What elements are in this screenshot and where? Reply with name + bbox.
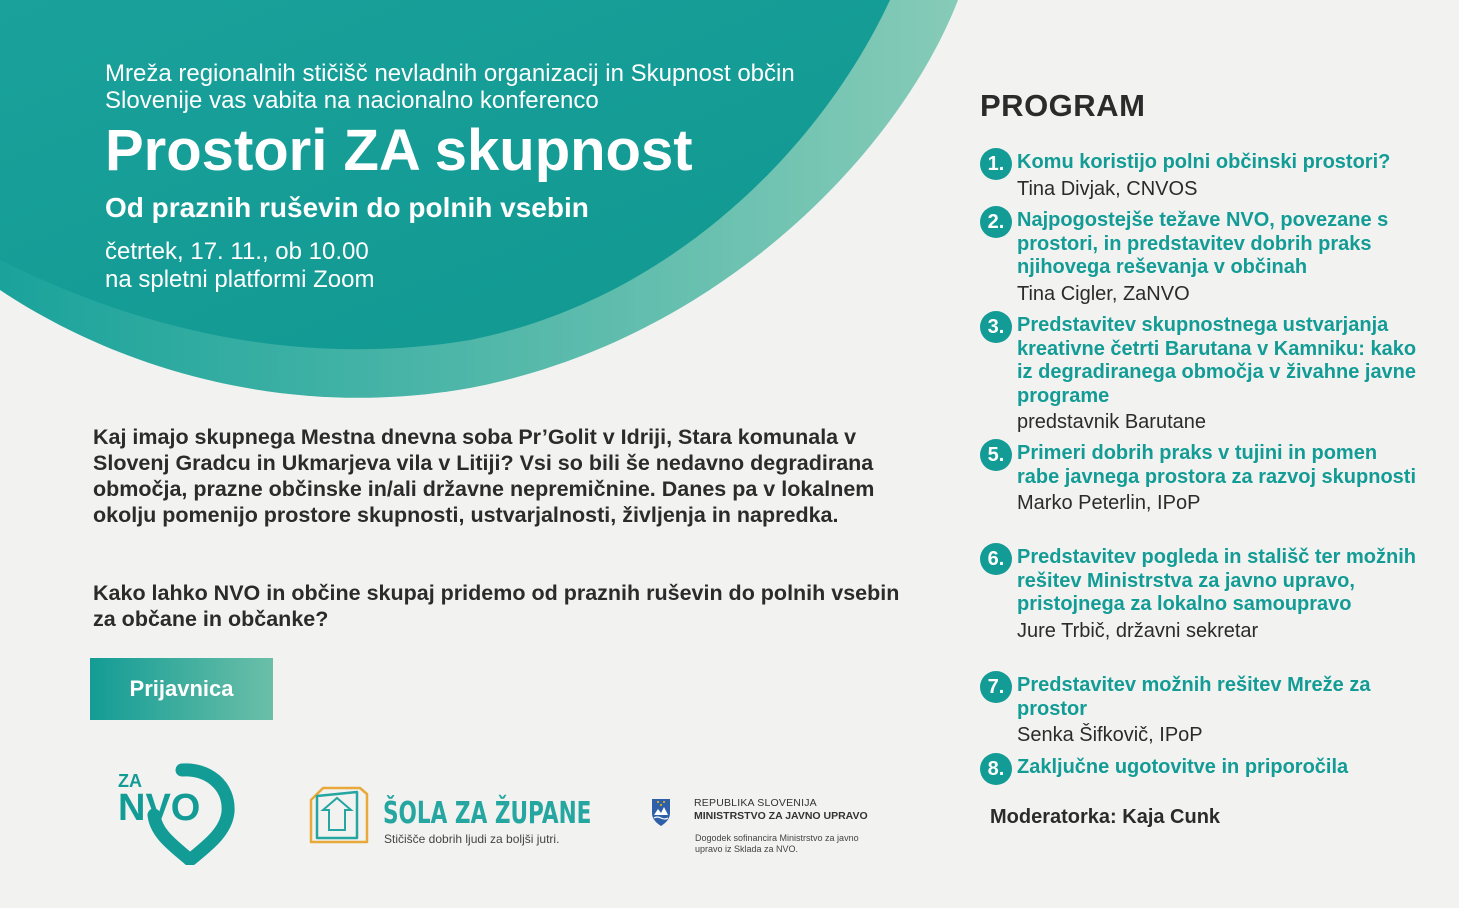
- conference-subtitle: Od praznih ruševin do polnih vsebin: [105, 192, 589, 223]
- item-number: 5.: [980, 439, 1012, 471]
- item-title: Predstavitev skupnostnega ustvarjanja kreativne četrti Barutana v Kamniku: kako iz degradiranega območja v živahne javne programe: [1017, 314, 1417, 407]
- conference-title: Prostori ZA skupnost: [105, 118, 693, 183]
- sola-za-zupane-name: ŠOLA ZA ŽUPANE: [383, 796, 592, 831]
- program-item: [980, 148, 1420, 201]
- program-item: [980, 311, 1420, 434]
- sola-za-zupane-tagline: Stičišče dobrih ljudi za boljši jutri.: [384, 832, 560, 846]
- program-heading: PROGRAM: [980, 88, 1146, 123]
- event-date: četrtek, 17. 11., ob 10.00: [105, 238, 369, 265]
- item-title: Predstavitev možnih rešitev Mreže za prostor: [1017, 674, 1371, 720]
- program-item: [980, 543, 1420, 643]
- zanvo-logo-big: NVO: [118, 787, 201, 829]
- item-number: 8.: [980, 753, 1012, 785]
- item-speaker: Marko Peterlin, IPoP: [1017, 492, 1201, 514]
- invitation-intro: Mreža regionalnih stičišč nevladnih organizacij in Skupnost občin Slovenije vas vabita na nacionalno konferenco: [105, 60, 795, 114]
- program-item: [980, 206, 1420, 306]
- item-number: 2.: [980, 206, 1012, 238]
- moderator: Moderatorka: Kaja Cunk: [990, 806, 1221, 828]
- item-speaker: Senka Šifkovič, IPoP: [1017, 724, 1203, 746]
- program-item: [980, 671, 1420, 747]
- question-paragraph: Kako lahko NVO in občine skupaj pridemo od praznih ruševin do polnih vsebin za občane in občanke?: [93, 581, 900, 631]
- item-speaker: Tina Divjak, CNVOS: [1017, 177, 1198, 200]
- item-number: 6.: [980, 543, 1012, 575]
- item-title: Zaključne ugotovitve in priporočila: [1017, 756, 1349, 778]
- republic-slovenia-label: REPUBLIKA SLOVENIJA: [694, 797, 817, 809]
- item-speaker: Tina Cigler, ZaNVO: [1017, 282, 1190, 305]
- event-venue: na spletni platformi Zoom: [105, 266, 375, 293]
- item-number: 1.: [980, 148, 1012, 180]
- item-number: 7.: [980, 671, 1012, 703]
- ministry-label: MINISTRSTVO ZA JAVNO UPRAVO: [694, 810, 868, 822]
- registration-button[interactable]: Prijavnica: [90, 658, 273, 720]
- item-speaker: Jure Trbič, državni sekretar: [1017, 619, 1259, 642]
- zanvo-logo-small: ZA: [118, 771, 142, 791]
- description-paragraph: Kaj imajo skupnega Mestna dnevna soba Pr’Golit v Idriji, Stara komunala v Slovenj Gradcu in Ukmarjeva vila v Litiji? Vsi so bili še nedavno degradirana območja, prazne občinske in/ali državne nepremičnine. Danes pa v lokalnem okolju pomenijo prostore skupnosti, ustvarjalnosti, življenja in napredka.: [93, 425, 875, 527]
- item-title: Primeri dobrih praks v tujini in pomen rabe javnega prostora za razvoj skupnosti: [1017, 442, 1417, 488]
- item-number: 3.: [980, 311, 1012, 343]
- event-details: [105, 238, 374, 294]
- cofunding-note: Dogodek sofinancira Ministrstvo za javno upravo iz Sklada za NVO.: [695, 833, 859, 854]
- item-title: Najpogostejše težave NVO, povezane s prostori, in predstavitev dobrih praks njihovega reševanja v občinah: [1017, 209, 1389, 278]
- item-speaker: predstavnik Barutane: [1017, 411, 1207, 433]
- program-item: [980, 439, 1420, 515]
- zanvo-logo: [112, 760, 242, 865]
- program-item: [980, 753, 1420, 780]
- item-title: Komu koristijo polni občinski prostori?: [1017, 151, 1391, 173]
- slovenia-crest-icon: [650, 797, 672, 827]
- item-title: Predstavitev pogleda in stališč ter možnih rešitev Ministrstva za javno upravo, pristojnega za lokalno samoupravo: [1017, 546, 1417, 615]
